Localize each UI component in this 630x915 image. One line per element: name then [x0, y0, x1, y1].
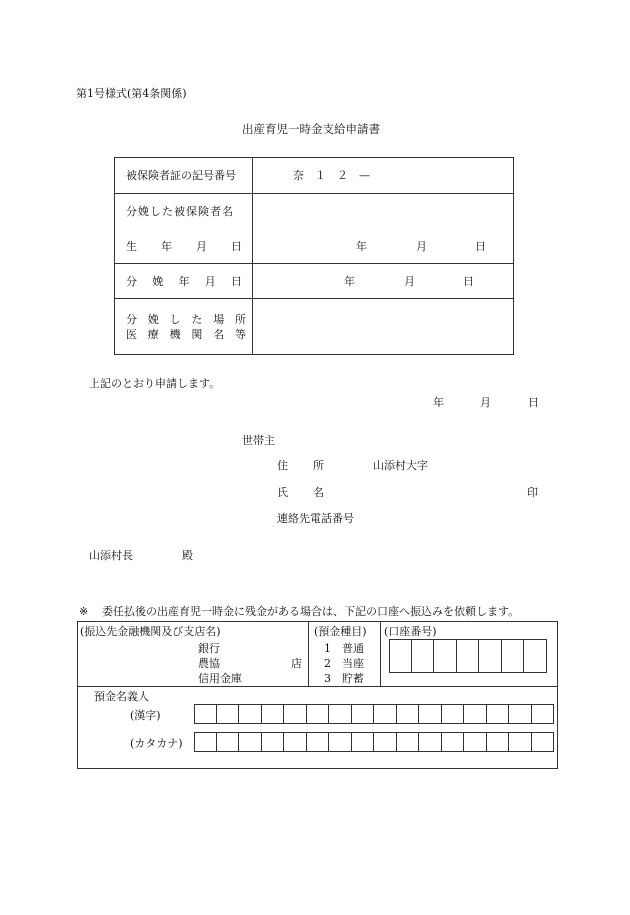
name-char-cell[interactable] [194, 704, 217, 724]
householder-name-field[interactable] [340, 482, 510, 500]
addressee-name: 山添村長 [89, 549, 133, 562]
kanji-label: (漢字) [130, 709, 161, 722]
deposit-type-2[interactable]: 2 当座 [324, 657, 364, 670]
deposit-type-3[interactable]: 3 貯蓄 [324, 672, 364, 685]
name-char-cell[interactable] [307, 704, 330, 724]
application-date-day[interactable]: 日 [528, 396, 539, 409]
name-char-cell[interactable] [329, 704, 352, 724]
birthdate-label: 生 年 月 日 [126, 240, 242, 253]
account-digit[interactable] [502, 639, 525, 673]
name-char-cell[interactable] [239, 732, 262, 752]
name-char-cell[interactable] [442, 732, 465, 752]
medical-institution-label: 医 療 機 関 名 等 [126, 328, 246, 341]
delivery-date-day[interactable]: 日 [463, 275, 474, 288]
holder-label: 預金名義人 [94, 690, 149, 703]
account-digit[interactable] [457, 639, 480, 673]
name-char-cell[interactable] [262, 704, 285, 724]
addressee-honorific: 殿 [182, 549, 193, 562]
name-char-cell[interactable] [284, 732, 307, 752]
name-char-cell[interactable] [532, 732, 555, 752]
delivery-date-month[interactable]: 月 [404, 275, 415, 288]
delivery-place-field[interactable] [265, 308, 505, 346]
insurance-no-value[interactable]: 奈 １ ２ — [293, 169, 370, 182]
name-char-cell[interactable] [374, 704, 397, 724]
address-value[interactable]: 山添村大字 [373, 459, 428, 472]
name-char-cell[interactable] [487, 732, 510, 752]
account-digit[interactable] [524, 639, 547, 673]
name-char-cell[interactable] [352, 732, 375, 752]
delivery-date-year[interactable]: 年 [344, 275, 355, 288]
bank-type-bank[interactable]: 銀行 [198, 642, 220, 655]
birthdate-day[interactable]: 日 [475, 240, 486, 253]
deposit-type-1[interactable]: 1 普通 [324, 642, 364, 655]
phone-field[interactable] [370, 508, 520, 526]
holder-katakana-cells[interactable] [194, 732, 554, 752]
account-digit[interactable] [389, 639, 412, 673]
deposit-type-header: (預金種目) [314, 625, 367, 638]
address-label-2: 所 [313, 459, 324, 472]
application-date-month[interactable]: 月 [480, 396, 491, 409]
branch-suffix: 店 [291, 657, 302, 670]
name-char-cell[interactable] [464, 704, 487, 724]
application-date-year[interactable]: 年 [433, 396, 444, 409]
account-no-header: (口座番号) [384, 625, 437, 638]
birthdate-month[interactable]: 月 [416, 240, 427, 253]
seal-mark: 印 [527, 486, 538, 499]
name-char-cell[interactable] [307, 732, 330, 752]
name-char-cell[interactable] [487, 704, 510, 724]
phone-label: 連絡先電話番号 [277, 512, 354, 525]
form-number: 第1号様式(第4条関係) [76, 87, 187, 100]
insured-name-field[interactable] [265, 200, 505, 220]
birthdate-year[interactable]: 年 [356, 240, 367, 253]
account-no-cells[interactable] [389, 639, 547, 673]
delivery-place-label: 分 娩 し た 場 所 [126, 313, 246, 326]
account-digit[interactable] [434, 639, 457, 673]
account-digit[interactable] [479, 639, 502, 673]
note-text: 委任払後の出産育児一時金に残金がある場合は、下記の口座へ振込みを依頼します。 [102, 605, 520, 618]
name-char-cell[interactable] [217, 732, 240, 752]
name-char-cell[interactable] [262, 732, 285, 752]
name-char-cell[interactable] [397, 732, 420, 752]
insured-name-label: 分娩した被保険者名 [126, 205, 234, 218]
name-char-cell[interactable] [217, 704, 240, 724]
householder-label: 世帯主 [242, 434, 275, 447]
katakana-label: (カタカナ) [130, 737, 183, 750]
name-char-cell[interactable] [464, 732, 487, 752]
name-char-cell[interactable] [397, 704, 420, 724]
name-char-cell[interactable] [194, 732, 217, 752]
name-char-cell[interactable] [329, 732, 352, 752]
name-char-cell[interactable] [239, 704, 262, 724]
name-char-cell[interactable] [419, 732, 442, 752]
name-char-cell[interactable] [352, 704, 375, 724]
name-char-cell[interactable] [509, 732, 532, 752]
name-label-2: 名 [313, 486, 324, 499]
account-digit[interactable] [412, 639, 435, 673]
name-char-cell[interactable] [419, 704, 442, 724]
bank-type-shinkin[interactable]: 信用金庫 [198, 672, 242, 685]
note-mark: ※ [79, 605, 89, 618]
application-statement: 上記のとおり申請します。 [89, 377, 221, 390]
name-label-1: 氏 [277, 486, 288, 499]
address-label-1: 住 [277, 459, 288, 472]
insurance-no-label: 被保険者証の記号番号 [126, 169, 236, 182]
name-char-cell[interactable] [532, 704, 555, 724]
delivery-date-label: 分 娩 年 月 日 [126, 275, 242, 288]
name-char-cell[interactable] [442, 704, 465, 724]
institution-header: (振込先金融機関及び支店名) [80, 625, 221, 638]
bank-type-agri[interactable]: 農協 [198, 657, 220, 670]
applicant-info-table [114, 157, 514, 355]
name-char-cell[interactable] [509, 704, 532, 724]
page-title: 出産育児一時金支給申請書 [242, 122, 380, 136]
bank-account-box [77, 621, 558, 769]
name-char-cell[interactable] [284, 704, 307, 724]
name-char-cell[interactable] [374, 732, 397, 752]
holder-kanji-cells[interactable] [194, 704, 554, 724]
